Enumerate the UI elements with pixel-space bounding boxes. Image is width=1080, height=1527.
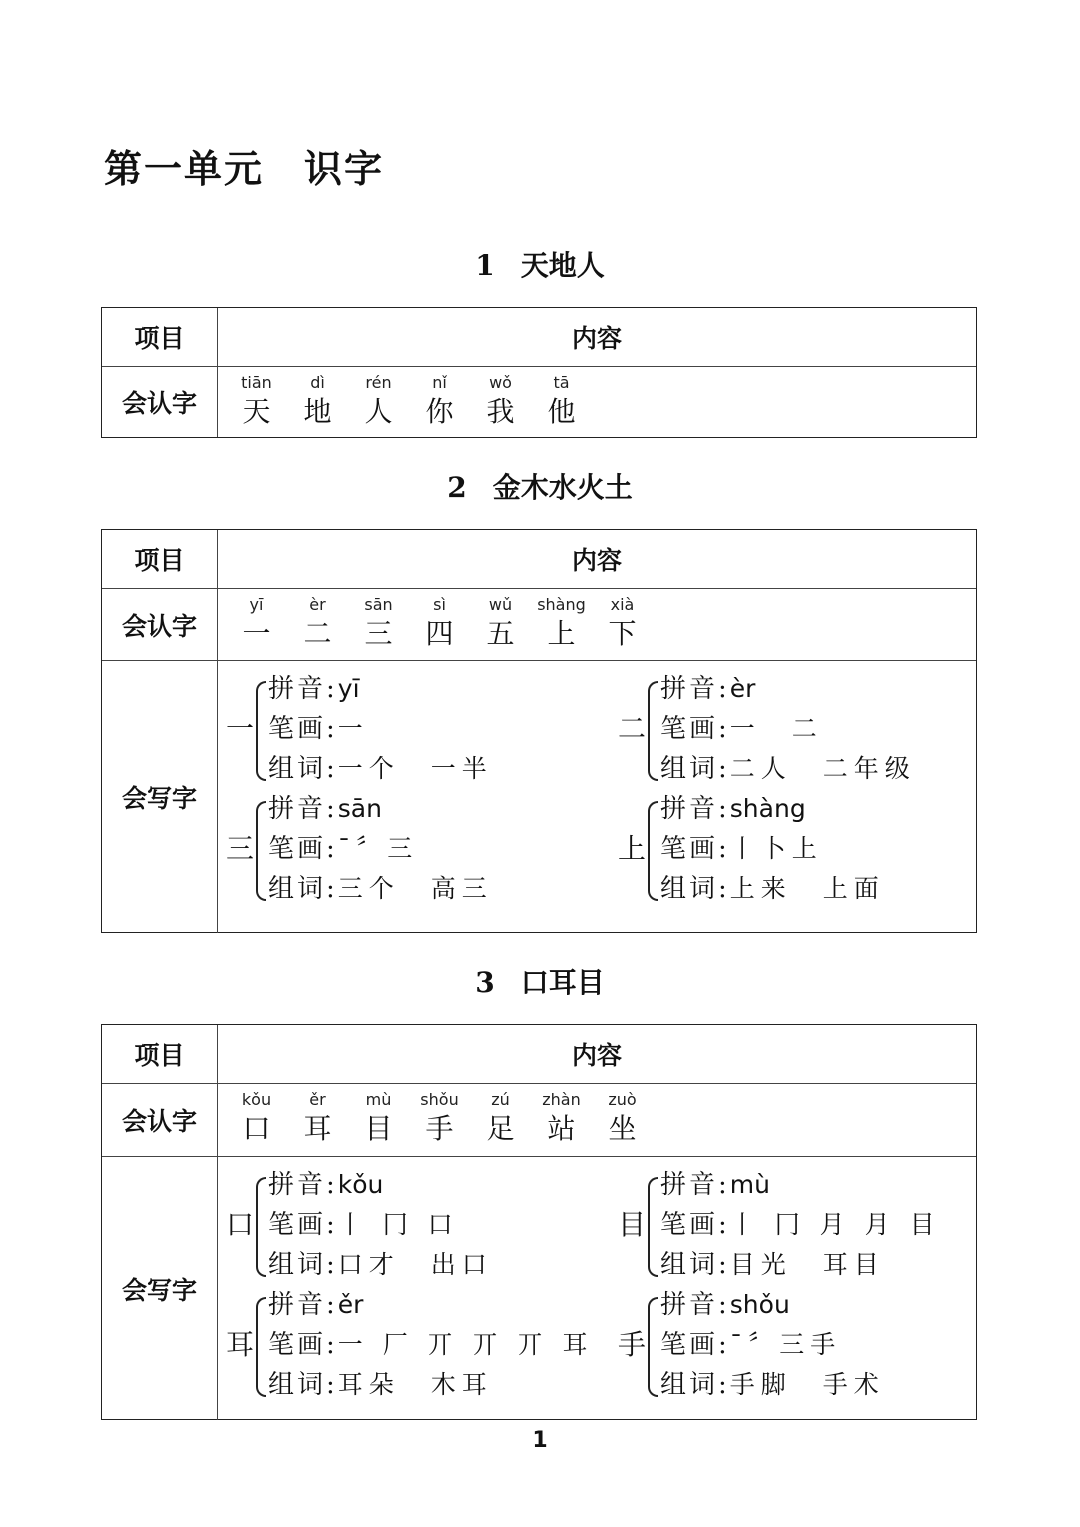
write-words-line [268,1245,493,1285]
write-char-block [226,1285,594,1405]
write-pinyin-key: 拼音 [268,1170,327,1200]
write-strokes-value: 一 厂 丌 丌 丌 耳 [337,1330,594,1359]
brace-shape [256,1177,266,1277]
write-strokes-key: 笔画 [268,1210,327,1240]
write-char-hanzi: 口 [226,1208,255,1241]
write-pinyin-value: èr [729,674,756,703]
read-char-pinyin: tiān [241,373,272,392]
write-pinyin-value: ěr [337,1290,364,1319]
colon: : [718,674,730,704]
read-char-hanzi: 耳 [303,1112,332,1145]
read-char-hanzi: 他 [547,395,576,428]
read-char [409,371,470,429]
header-item: 项目 [102,530,218,588]
read-char [226,371,287,429]
read-char-hanzi: 下 [608,617,637,650]
table-header-row [102,308,976,366]
colon: : [326,1250,338,1280]
lesson-title [0,244,1080,284]
lesson-number: 3 [475,966,495,999]
write-pinyin-key: 拼音 [268,1290,327,1320]
write-char-block [618,1285,978,1405]
write-pinyin-key: 拼音 [660,1290,719,1320]
read-char-pinyin: shàng [537,595,586,614]
write-char-hanzi: 耳 [226,1328,255,1361]
read-char-hanzi: 五 [486,617,515,650]
read-char-pinyin: sān [364,595,393,614]
read-char-pinyin: rén [365,373,392,392]
read-char-hanzi: 我 [486,395,515,428]
read-char-pinyin: sì [433,595,446,614]
read-char-pinyin: zhàn [542,1090,581,1109]
read-char [287,593,348,651]
write-strokes-line [268,1205,459,1245]
colon: : [718,714,730,744]
read-char [287,371,348,429]
write-strokes-key: 笔画 [268,714,327,744]
write-strokes-line [660,709,823,749]
read-char [409,1088,470,1146]
colon: : [718,1330,730,1360]
header-content: 内容 [571,324,622,353]
read-char-pinyin: wǒ [489,373,512,392]
write-strokes-value: 一 [337,714,369,743]
write-words-value: 二人 二年级 [729,754,916,783]
write-pinyin-value: shàng [729,794,806,823]
write-pinyin-line [268,1165,383,1205]
read-char [226,1088,287,1146]
lesson-table [101,1024,977,1420]
write-strokes-key: 笔画 [268,1330,327,1360]
read-char-list [226,1088,653,1146]
write-pinyin-line [268,1285,363,1325]
lesson-name: 金木水火土 [492,471,633,504]
read-char [531,593,592,651]
colon: : [718,834,730,864]
write-pinyin-value: kǒu [337,1170,384,1199]
write-char-hanzi: 上 [618,832,647,865]
write-words-key: 组词 [268,1250,327,1280]
write-words-key: 组词 [660,1370,719,1400]
write-char-hanzi: 二 [618,712,647,745]
write-char-block [618,789,978,909]
brace-shape [256,1297,266,1397]
write-char-block [618,1165,978,1285]
write-strokes-key: 笔画 [660,714,719,744]
header-content: 内容 [571,546,622,575]
write-pinyin-line [660,789,806,829]
read-char-hanzi: 二 [303,617,332,650]
write-strokes-key: 笔画 [660,1210,719,1240]
write-label: 会写字 [102,661,218,933]
write-words-key: 组词 [660,874,719,904]
write-words-line [268,869,493,909]
write-words-line [660,749,916,789]
colon: : [718,874,730,904]
colon: : [326,1330,338,1360]
write-words-key: 组词 [268,874,327,904]
read-char [470,371,531,429]
write-pinyin-line [268,789,382,829]
read-char-hanzi: 三 [364,617,393,650]
read-label: 会认字 [102,367,218,437]
write-words-key: 组词 [268,1370,327,1400]
read-char-pinyin: tā [553,373,570,392]
lesson-table [101,307,977,438]
read-char [592,1088,653,1146]
read-label: 会认字 [102,589,218,660]
write-strokes-value: ˉ〞三 [337,834,419,863]
lesson-name: 天地人 [520,249,605,282]
write-words-line [660,1365,885,1405]
colon: : [326,1210,338,1240]
write-char-block [618,669,978,789]
write-pinyin-key: 拼音 [268,794,327,824]
read-chars-row [102,588,976,660]
read-char-hanzi: 你 [425,395,454,428]
write-pinyin-key: 拼音 [660,674,719,704]
read-char-pinyin: zú [491,1090,510,1109]
lesson-table [101,529,977,933]
colon: : [718,1210,730,1240]
read-char-hanzi: 人 [364,395,393,428]
read-char-pinyin: shǒu [420,1090,459,1109]
colon: : [718,1290,730,1320]
read-char-pinyin: nǐ [432,373,447,392]
write-strokes-value: 丨 冂 口 [337,1210,459,1239]
write-words-line [268,1365,493,1405]
read-char [470,593,531,651]
read-char-hanzi: 地 [303,395,332,428]
read-char-list [226,371,592,429]
write-char-hanzi: 三 [226,832,255,865]
write-chars-row [102,660,976,933]
read-char-pinyin: kǒu [241,1090,272,1109]
write-words-key: 组词 [660,1250,719,1280]
read-char-pinyin: èr [309,595,326,614]
write-char-block [226,669,586,789]
read-char [287,1088,348,1146]
read-char-hanzi: 上 [547,617,576,650]
write-strokes-value: ˉ〞三手 [729,1330,842,1359]
write-pinyin-line [660,1285,790,1325]
colon: : [326,1290,338,1320]
brace-shape [648,1297,658,1397]
read-char [226,593,287,651]
read-char-hanzi: 目 [364,1112,393,1145]
table-header-row [102,1025,976,1083]
colon: : [718,794,730,824]
read-char [348,371,409,429]
write-words-line [268,749,493,789]
lesson-number: 1 [475,249,495,282]
write-strokes-key: 笔画 [660,834,719,864]
read-char-pinyin: xià [610,595,635,614]
colon: : [326,834,338,864]
write-strokes-key: 笔画 [660,1330,719,1360]
header-item: 项目 [102,1025,218,1083]
write-pinyin-key: 拼音 [660,794,719,824]
brace-shape [256,681,266,781]
colon: : [326,714,338,744]
write-strokes-line [268,1325,594,1365]
colon: : [326,1370,338,1400]
write-strokes-value: 一 二 [729,714,823,743]
lesson-number: 2 [447,471,467,504]
write-char-block [226,789,586,909]
brace-shape [256,801,266,901]
read-char [531,1088,592,1146]
write-pinyin-line [660,669,755,709]
read-char-list [226,593,653,651]
header-content: 内容 [571,1041,622,1070]
read-char-pinyin: mù [365,1090,392,1109]
read-char-pinyin: wǔ [488,595,513,614]
write-pinyin-key: 拼音 [660,1170,719,1200]
lesson-title [0,466,1080,506]
header-item: 项目 [102,308,218,366]
write-pinyin-key: 拼音 [268,674,327,704]
write-words-line [660,1245,885,1285]
write-words-value: 三个 高三 [337,874,493,903]
lesson-name: 口耳目 [520,966,605,999]
read-char-hanzi: 一 [242,617,271,650]
colon: : [718,1170,730,1200]
read-char-hanzi: 手 [425,1112,454,1145]
write-strokes-value: 丨卜上 [729,834,823,863]
write-strokes-line [268,829,418,869]
colon: : [326,754,338,784]
read-char-hanzi: 四 [425,617,454,650]
read-char [531,371,592,429]
read-chars-row [102,366,976,437]
colon: : [718,1250,730,1280]
read-char-hanzi: 口 [242,1112,271,1145]
write-pinyin-value: shǒu [729,1290,790,1319]
lesson-title [0,961,1080,1001]
read-char [470,1088,531,1146]
table-header-row [102,530,976,588]
read-char-hanzi: 足 [486,1112,515,1145]
write-words-line [660,869,885,909]
colon: : [718,1370,730,1400]
write-words-value: 耳朵 木耳 [337,1370,493,1399]
colon: : [326,794,338,824]
write-pinyin-value: sān [337,794,382,823]
write-char-hanzi: 手 [618,1328,647,1361]
write-words-key: 组词 [660,754,719,784]
write-words-value: 上来 上面 [729,874,885,903]
read-char-hanzi: 站 [547,1112,576,1145]
read-char-pinyin: ěr [309,1090,326,1109]
read-char [409,593,470,651]
write-chars-row [102,1156,976,1420]
brace-shape [648,1177,658,1277]
colon: : [718,754,730,784]
read-char-pinyin: yī [249,595,264,614]
write-words-key: 组词 [268,754,327,784]
write-words-value: 手脚 手术 [729,1370,885,1399]
read-char-hanzi: 坐 [608,1112,637,1145]
unit-title: 第一单元 识字 [104,147,385,191]
write-label: 会写字 [102,1157,218,1420]
write-strokes-key: 笔画 [268,834,327,864]
write-char-hanzi: 目 [618,1208,647,1241]
write-strokes-line [268,709,369,749]
colon: : [326,874,338,904]
write-strokes-line [660,829,823,869]
write-words-value: 目光 耳目 [729,1250,885,1279]
write-char-block [226,1165,586,1285]
read-char [348,593,409,651]
write-strokes-value: 丨 冂 月 月 目 [729,1210,941,1239]
read-char-pinyin: dì [310,373,325,392]
write-pinyin-line [660,1165,770,1205]
colon: : [326,1170,338,1200]
write-strokes-line [660,1325,841,1365]
colon: : [326,674,338,704]
write-pinyin-value: yī [337,674,360,703]
read-char [592,593,653,651]
write-words-value: 一个 一半 [337,754,493,783]
write-strokes-line [660,1205,941,1245]
write-char-hanzi: 一 [226,712,255,745]
brace-shape [648,801,658,901]
brace-shape [648,681,658,781]
page-number: 1 [532,1428,548,1453]
read-char-pinyin: zuò [608,1090,637,1109]
write-pinyin-line [268,669,360,709]
write-pinyin-value: mù [729,1170,770,1199]
read-char-hanzi: 天 [242,395,271,428]
read-chars-row [102,1083,976,1156]
read-char [348,1088,409,1146]
read-label: 会认字 [102,1084,218,1156]
write-words-value: 口才 出口 [337,1250,493,1279]
